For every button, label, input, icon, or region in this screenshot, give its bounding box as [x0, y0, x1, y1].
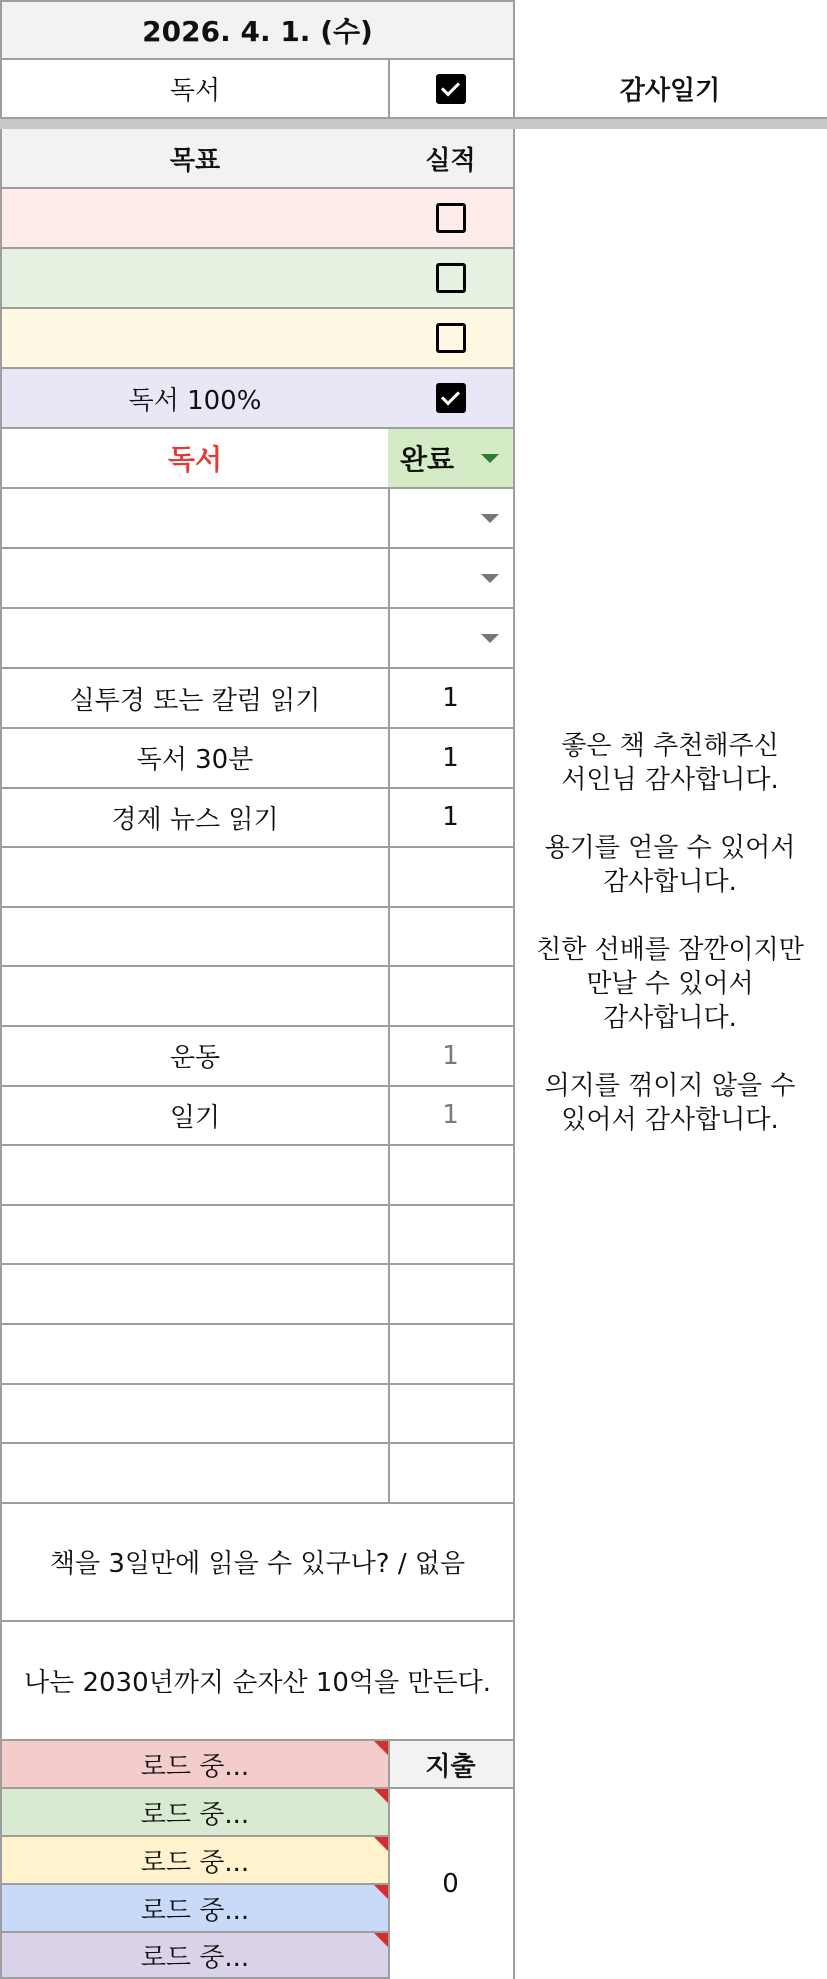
- task-value-cell[interactable]: [388, 1444, 515, 1504]
- task-label: 일기: [169, 1102, 221, 1133]
- task-value-cell[interactable]: [388, 669, 515, 729]
- task-row-label-cell[interactable]: [0, 1444, 390, 1504]
- task-row-label-cell[interactable]: [0, 729, 390, 789]
- expense-total: 0: [442, 1869, 459, 1899]
- gratitude-line: [536, 797, 804, 831]
- task-value-cell[interactable]: [388, 907, 515, 967]
- comment-indicator-icon: [374, 1789, 388, 1803]
- expense-total-cell[interactable]: [388, 1789, 515, 1979]
- task-row-label-cell[interactable]: [0, 1384, 390, 1444]
- task-label: 독서 30분: [136, 745, 254, 776]
- chevron-down-icon: [481, 574, 499, 583]
- task-row-label-cell[interactable]: [0, 669, 390, 729]
- task-value-cell[interactable]: [388, 1086, 515, 1146]
- gratitude-line: 용기를 얻을 수 있어서: [544, 833, 796, 863]
- task-row-label-cell[interactable]: [0, 1086, 390, 1146]
- task-value: 1: [442, 742, 459, 773]
- gratitude-line: [536, 1035, 804, 1069]
- goal-row-1[interactable]: [0, 189, 390, 249]
- dropdown-cell[interactable]: [388, 609, 515, 669]
- loading-cell[interactable]: [0, 1885, 390, 1933]
- task-row-label-cell[interactable]: [0, 788, 390, 848]
- task-row-label-cell[interactable]: [0, 907, 390, 967]
- dropdown-cell[interactable]: [388, 549, 515, 609]
- task-value-cell[interactable]: [388, 729, 515, 789]
- task-value-cell[interactable]: [388, 1205, 515, 1265]
- dropdown-goal-cell[interactable]: [0, 549, 390, 609]
- gratitude-line: 친한 선배를 잠깐이지만: [536, 935, 804, 965]
- goal-row-3[interactable]: [0, 309, 390, 369]
- task-value: 1: [442, 802, 459, 833]
- goal-header[interactable]: [0, 129, 390, 189]
- habit-label-cell[interactable]: [0, 60, 390, 119]
- task-row-label-cell[interactable]: [0, 848, 390, 908]
- result-header-label: 실적: [425, 145, 476, 176]
- status-dropdown[interactable]: [388, 429, 515, 489]
- dropdown-cell[interactable]: [388, 489, 515, 549]
- gratitude-title-cell[interactable]: [513, 60, 827, 119]
- note-text-1: 책을 3일만에 읽을 수 있구나? / 없음: [49, 1549, 466, 1579]
- chevron-down-icon: [481, 634, 499, 643]
- task-label: 운동: [169, 1043, 221, 1074]
- goal-label: 독서 100%: [128, 385, 262, 416]
- task-value: 1: [442, 683, 459, 713]
- task-row-label-cell[interactable]: [0, 967, 390, 1027]
- goal-row-2[interactable]: [0, 249, 390, 309]
- gratitude-title: 감사일기: [619, 76, 721, 106]
- goal-checkbox[interactable]: [436, 323, 466, 353]
- goal-result-cell[interactable]: [388, 309, 515, 369]
- date-text: 2026. 4. 1. (수): [142, 15, 373, 48]
- goal-result-cell[interactable]: [388, 249, 515, 309]
- comment-indicator-icon: [374, 1885, 388, 1899]
- goal-checkbox[interactable]: [436, 203, 466, 233]
- gratitude-journal[interactable]: [513, 129, 827, 1979]
- chevron-down-icon: [481, 514, 499, 523]
- task-value: 1: [442, 1040, 459, 1071]
- note-text-2: 나는 2030년까지 순자산 10억을 만든다.: [23, 1668, 492, 1698]
- gratitude-line: 만날 수 있어서: [586, 969, 754, 999]
- task-row-label-cell[interactable]: [0, 1027, 390, 1087]
- goal-checkbox[interactable]: [436, 263, 466, 293]
- expense-header[interactable]: [388, 1741, 515, 1789]
- task-label: 실투경 또는 칼럼 읽기: [69, 685, 321, 716]
- chevron-down-icon: [481, 454, 499, 463]
- task-value-cell[interactable]: [388, 1384, 515, 1444]
- task-row-label-cell[interactable]: [0, 1146, 390, 1206]
- goal-result-cell[interactable]: [388, 369, 515, 429]
- goal-checkbox[interactable]: [436, 383, 466, 413]
- task-value-cell[interactable]: [388, 967, 515, 1027]
- task-value-cell[interactable]: [388, 1146, 515, 1206]
- loading-text: 로드 중...: [140, 1751, 250, 1782]
- task-row-label-cell[interactable]: [0, 1205, 390, 1265]
- gratitude-line: 감사합니다.: [603, 1003, 737, 1033]
- gratitude-line: [536, 899, 804, 933]
- goal-header-label: 목표: [169, 145, 221, 176]
- loading-text: 로드 중...: [140, 1942, 250, 1973]
- comment-indicator-icon: [374, 1741, 388, 1755]
- habit-checkbox[interactable]: [436, 74, 466, 104]
- task-value-cell[interactable]: [388, 788, 515, 848]
- task-value-cell[interactable]: [388, 1325, 515, 1385]
- loading-cell[interactable]: [0, 1837, 390, 1885]
- loading-cell[interactable]: [0, 1741, 390, 1789]
- habit-checkbox-cell[interactable]: [388, 60, 515, 119]
- gratitude-line: 좋은 책 추천해주신: [561, 731, 779, 761]
- gratitude-line: 감사합니다.: [603, 867, 737, 897]
- goal-result-cell[interactable]: [388, 189, 515, 249]
- comment-indicator-icon: [374, 1837, 388, 1851]
- expense-header-label: 지출: [425, 1751, 476, 1782]
- task-value-cell[interactable]: [388, 848, 515, 908]
- gratitude-line: 있어서 감사합니다.: [561, 1105, 779, 1135]
- date-header[interactable]: [0, 0, 515, 60]
- section-divider: [0, 119, 827, 129]
- task-value: 1: [442, 1100, 459, 1131]
- loading-text: 로드 중...: [140, 1895, 250, 1926]
- habit-label: 독서: [169, 76, 221, 106]
- status-goal-label: 독서: [167, 443, 223, 476]
- task-row-label-cell[interactable]: [0, 1265, 390, 1325]
- task-row-label-cell[interactable]: [0, 1325, 390, 1385]
- loading-text: 로드 중...: [140, 1847, 250, 1878]
- task-label: 경제 뉴스 읽기: [111, 804, 279, 835]
- task-value-cell[interactable]: [388, 1265, 515, 1325]
- result-header[interactable]: [388, 129, 515, 189]
- loading-cell[interactable]: [0, 1789, 390, 1837]
- dropdown-goal-cell[interactable]: [0, 489, 390, 549]
- comment-indicator-icon: [374, 1933, 388, 1947]
- gratitude-line: 서인님 감사합니다.: [561, 765, 779, 795]
- status-dropdown-value: 완료: [400, 443, 455, 476]
- goal-row-4[interactable]: [0, 369, 390, 429]
- gratitude-text: [536, 729, 804, 1137]
- dropdown-goal-cell[interactable]: [0, 609, 390, 669]
- note-cell-2[interactable]: [0, 1622, 515, 1741]
- loading-text: 로드 중...: [140, 1799, 250, 1830]
- task-value-cell[interactable]: [388, 1027, 515, 1087]
- status-goal-cell[interactable]: [0, 429, 390, 489]
- note-cell-1[interactable]: [0, 1503, 515, 1622]
- gratitude-line: 의지를 꺾이지 않을 수: [544, 1071, 796, 1101]
- loading-cell[interactable]: [0, 1933, 390, 1979]
